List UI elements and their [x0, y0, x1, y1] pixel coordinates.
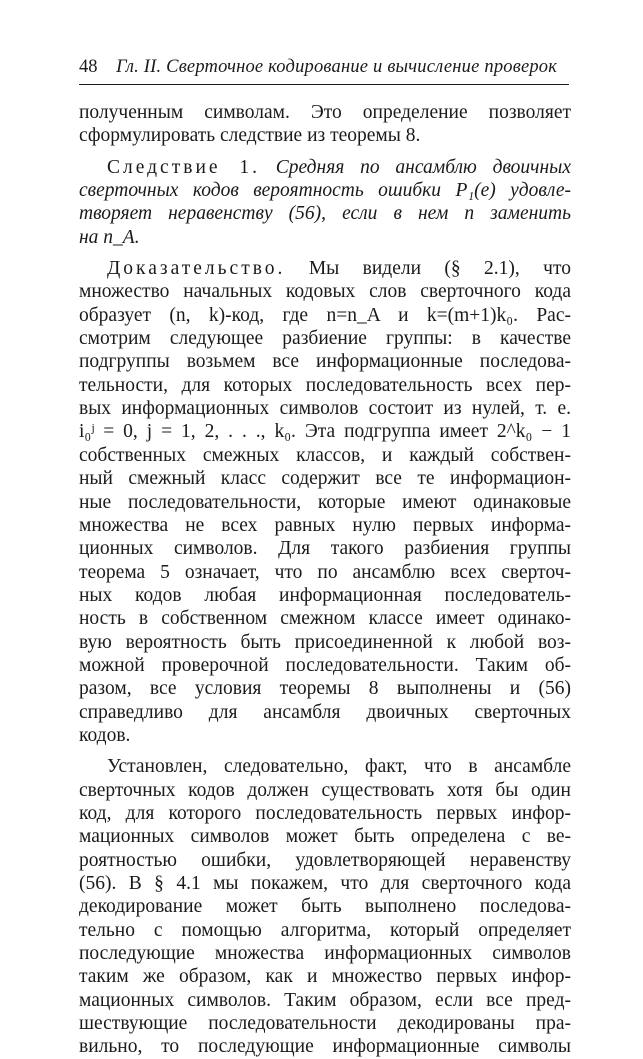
text-line: тельности, для которых последовательность всех пер- [79, 374, 571, 396]
text-line: можной проверочной последовательности. Таким об- [79, 654, 571, 676]
text-line: сформулировать следствие из теоремы 8. [79, 125, 421, 147]
paragraph-continuation [79, 101, 571, 148]
text-line: сверточных кодов должен существовать хотя бы один [79, 779, 571, 801]
text-line: кодов. [79, 724, 131, 746]
text-line: теорема 5 означает, что по ансамблю всех сверточ- [79, 561, 571, 583]
text-line: таким же образом, как и множество первых инфор- [79, 966, 571, 988]
proof-paragraph [79, 257, 571, 747]
body-text [79, 101, 571, 1059]
text-line: творяет неравенству (56), если в нем n заменить [79, 203, 571, 225]
text-line: (56). В § 4.1 мы покажем, что для сверточного кода [79, 873, 571, 894]
text-line: подгруппы возьмем все информационные последова- [79, 351, 571, 373]
text-line: справедливо для ансамбля двоичных сверточных [79, 701, 571, 723]
text-line: ных кодов любая информационная последователь- [79, 584, 571, 606]
text-line: тельно с помощью алгоритма, который определяет [79, 919, 571, 941]
proof-label: Доказательство. [107, 258, 286, 280]
text-line: собственных смежных классов, и каждый собствен- [79, 444, 571, 466]
running-head [79, 54, 569, 85]
text-line: шествующие последовательности декодированы пра- [79, 1013, 571, 1035]
paragraph [79, 755, 571, 1058]
text-line: мационных символов. Таким образом, если все пред- [79, 989, 571, 1011]
text-line [79, 257, 571, 280]
text-line: образует (n, k)-код, где n=n_A и k=(m+1)k₀. Рас- [79, 304, 571, 326]
text-line: ность в собственном смежном классе имеет одинако- [79, 608, 571, 630]
text-line: последующие множества информационных символов [79, 943, 571, 965]
text-line: ционных символов. Для такого разбиения группы [79, 538, 571, 560]
text-line: код, для которого последовательность первых инфор- [79, 802, 571, 824]
text-line: сверточных кодов вероятность ошибки P₁(e) удовле- [79, 180, 571, 202]
text-line: вую вероятность быть присоединенной к любой воз- [79, 631, 571, 653]
text-line: декодирование может быть выполнено последова- [79, 896, 571, 918]
text-line [79, 156, 571, 179]
corollary-label: Следствие 1. [107, 156, 260, 178]
text-line: множества не всех равных нулю первых информа- [79, 514, 571, 536]
text-line: ные последовательности, которые имеют одинаковые [79, 491, 571, 513]
text-line: разом, все условия теоремы 8 выполнены и (56) [79, 678, 571, 700]
corollary-text: Средняя по ансамблю двоичных [275, 156, 571, 178]
running-title: Гл. II. Сверточное кодирование и вычисление проверок [116, 57, 558, 77]
text-line: Установлен, следовательно, факт, что в ансамбле [107, 756, 571, 778]
text-line: смотрим следующее разбиение группы: в качестве [79, 328, 571, 350]
text-line: множество начальных кодовых слов сверточного кода [79, 281, 571, 303]
text-line: роятностью ошибки, удовлетворяющей неравенству [79, 849, 571, 871]
page-number: 48 [79, 57, 98, 77]
text-line: вильно, то последующие информационные символы [79, 1036, 571, 1058]
text-line: ный смежный класс содержит все те информацион- [79, 468, 571, 490]
text-line: полученным символам. Это определение позволяет [79, 102, 571, 123]
corollary-paragraph [79, 156, 571, 249]
text-line: вых информационных символов состоит из нулей, т. е. [79, 398, 571, 420]
text-line: мационных символов может быть определена с ве- [79, 826, 571, 848]
proof-text: Мы видели (§ 2.1), что [308, 258, 571, 280]
text-line: на n_A. [79, 226, 140, 248]
text-line: i₀ʲ = 0, j = 1, 2, . . ., k₀. Эта подгруппа имеет 2^k₀ − 1 [79, 421, 571, 443]
